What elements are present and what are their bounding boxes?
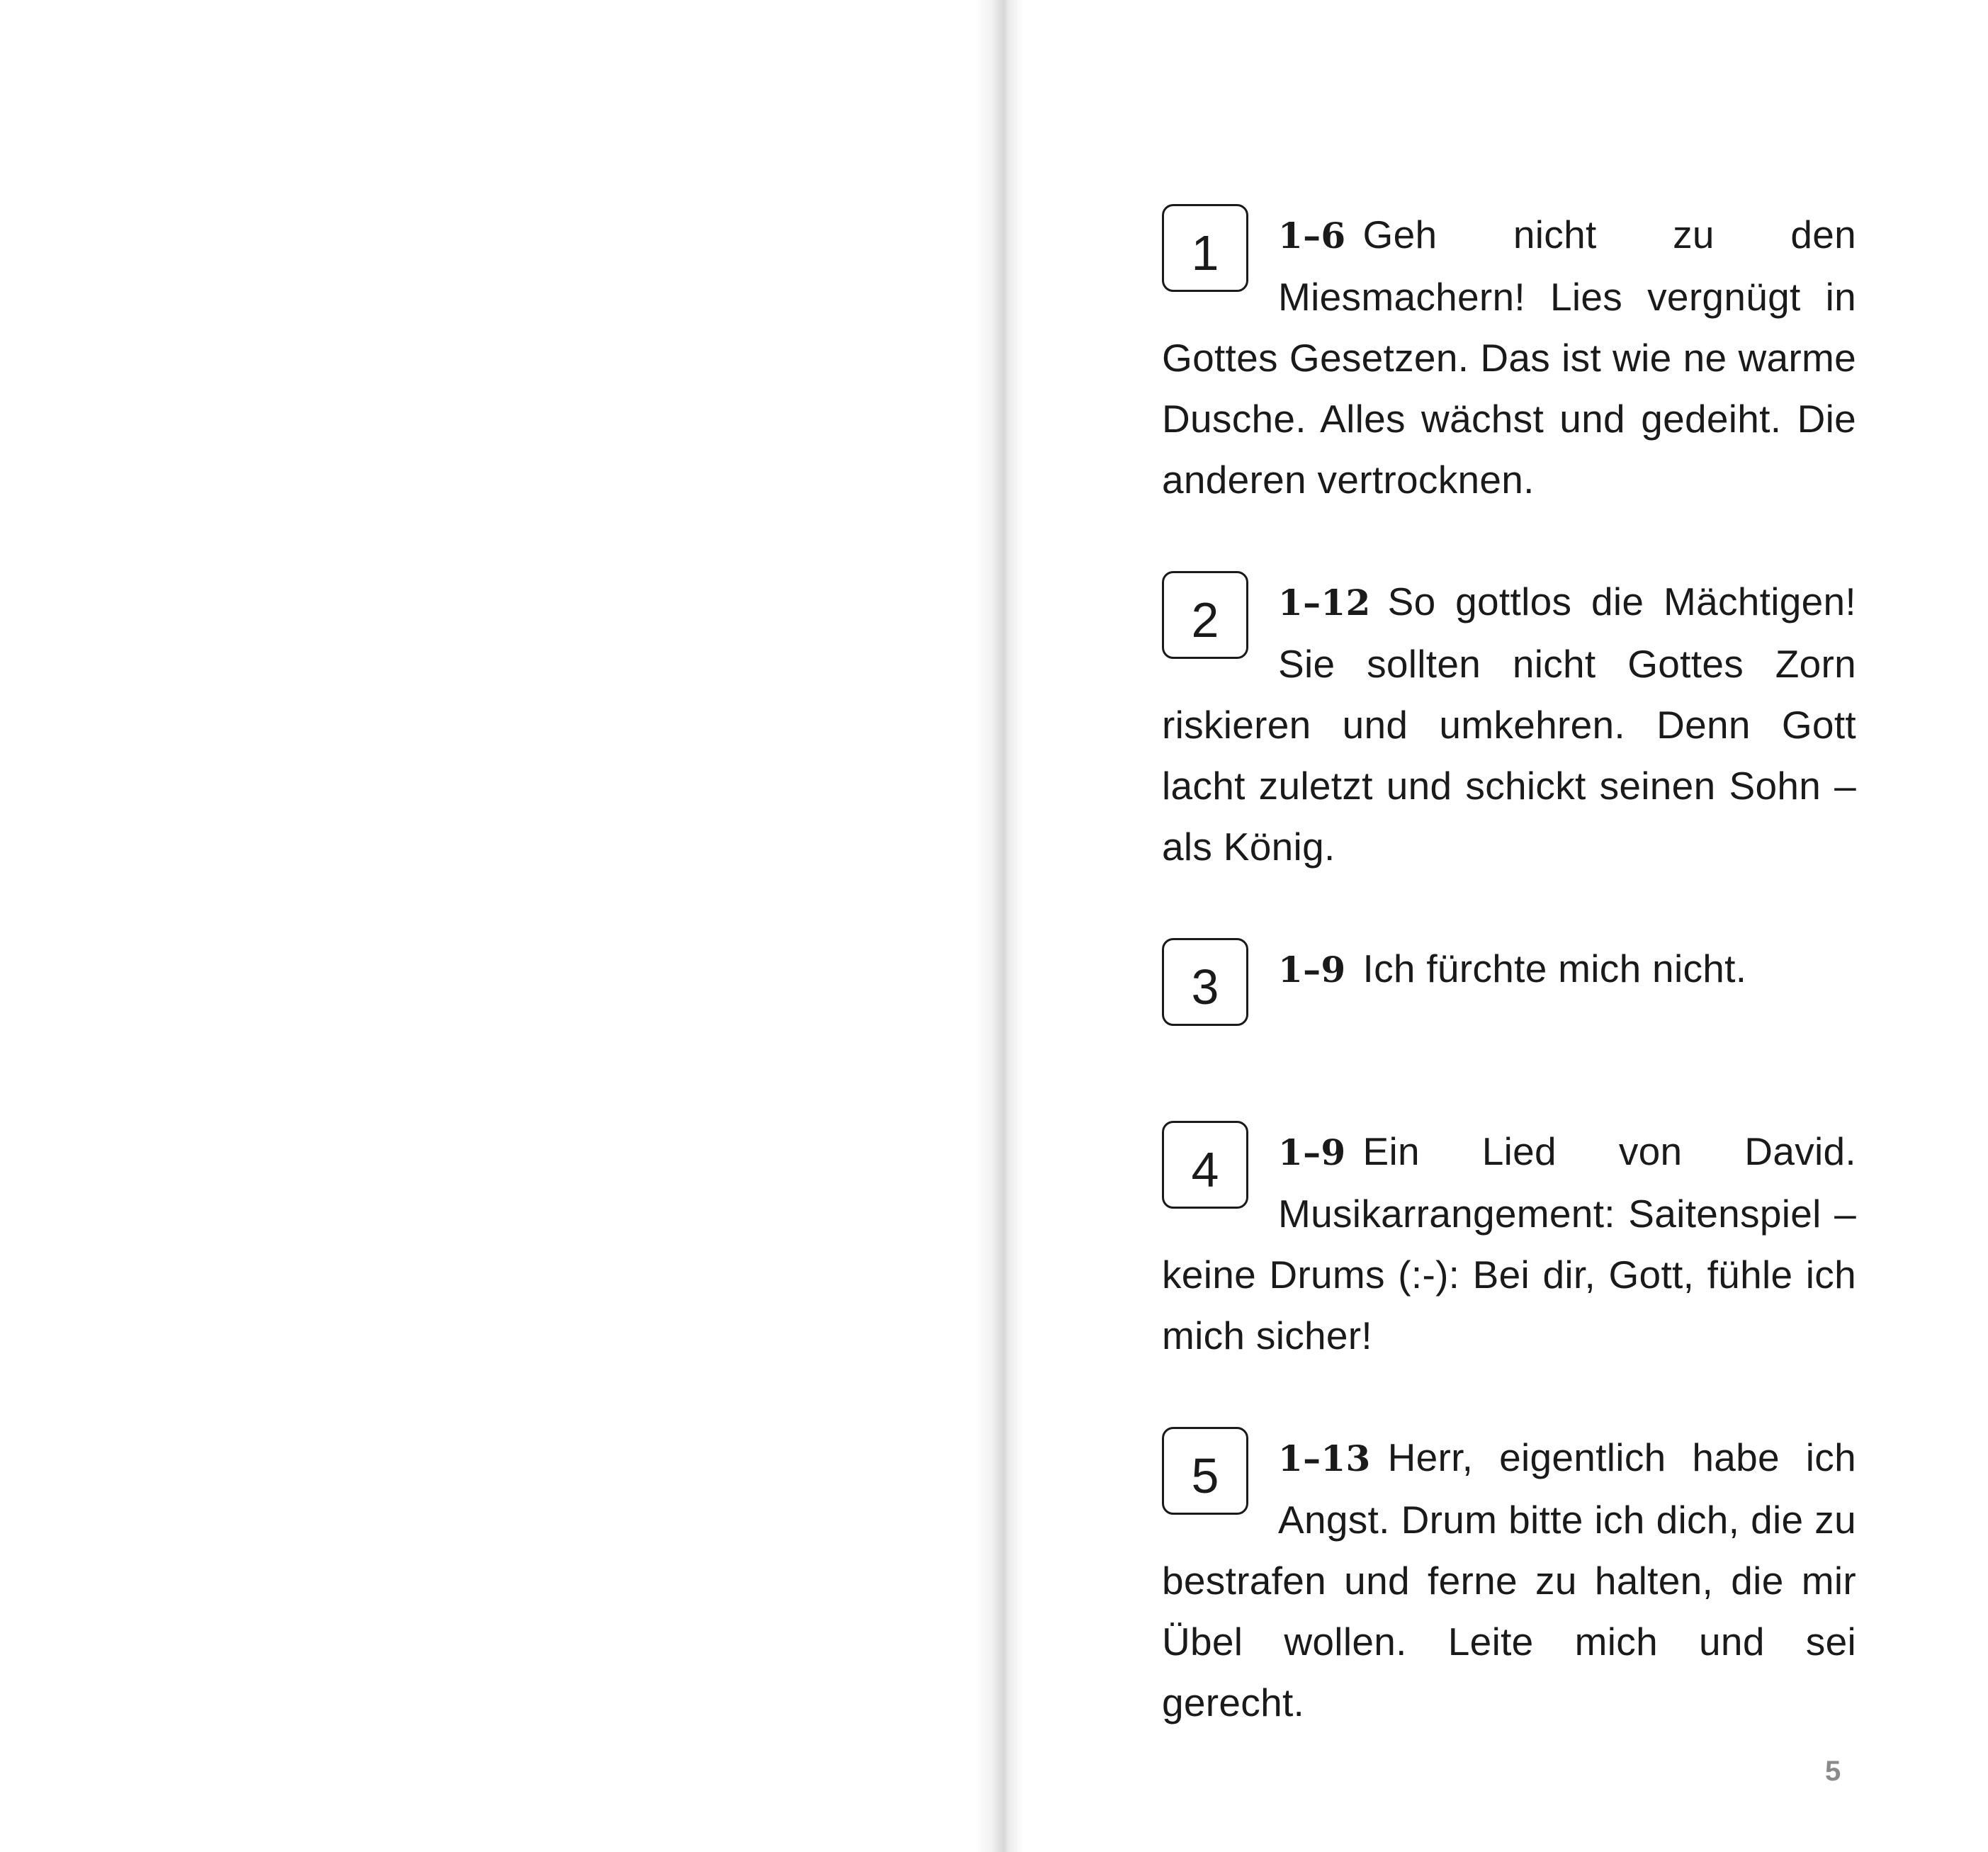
verse-range: 1–6 xyxy=(1278,215,1346,256)
psalm-number-box: 5 xyxy=(1162,1427,1248,1515)
psalm-text: So gottlos die Mächtigen! Sie sollten nicht Gottes Zorn riskieren und umkehren. Denn Gott lacht zuletzt und schickt seinen Sohn – als König. xyxy=(1162,580,1856,869)
verse-range: 1–9 xyxy=(1278,1131,1346,1173)
psalm-text: Ich fürchte mich nicht. xyxy=(1362,947,1747,990)
page-number: 5 xyxy=(1825,1756,1841,1787)
psalm-number-box: 4 xyxy=(1162,1121,1248,1209)
psalm-text: Geh nicht zu den Miesmachern! Lies vergnügt in Gottes Gesetzen. Das ist wie ne warme Dusche. Alles wächst und gedeiht. Die anderen vertrocknen. xyxy=(1162,213,1856,502)
psalm-entry-5 xyxy=(1162,1427,1856,1733)
psalm-paragraph xyxy=(1162,1427,1856,1733)
left-page-blank xyxy=(0,0,990,1852)
verse-range: 1–12 xyxy=(1278,582,1371,623)
psalm-paragraph xyxy=(1162,938,1856,1000)
psalm-number-box: 1 xyxy=(1162,204,1248,292)
psalm-entry-3 xyxy=(1162,938,1856,1036)
psalm-paragraph xyxy=(1162,1121,1856,1366)
psalm-paragraph xyxy=(1162,571,1856,877)
psalm-entry-4 xyxy=(1162,1121,1856,1366)
verse-range: 1–9 xyxy=(1278,949,1346,990)
psalm-entry-1 xyxy=(1162,204,1856,510)
psalm-paragraph xyxy=(1162,204,1856,510)
psalm-text: Herr, eigentlich habe ich Angst. Drum bitte ich dich, die zu bestrafen und ferne zu halten, die mir Übel wollen. Leite mich und sei gerecht. xyxy=(1162,1435,1856,1724)
psalm-entry-2 xyxy=(1162,571,1856,877)
psalm-text: Ein Lied von David. Musikarrangement: Saitenspiel – keine Drums (:-): Bei dir, Gott, fühle ich mich sicher! xyxy=(1162,1129,1856,1357)
verse-range: 1–13 xyxy=(1278,1438,1371,1479)
psalm-number-box: 3 xyxy=(1162,938,1248,1026)
psalm-number-box: 2 xyxy=(1162,571,1248,659)
